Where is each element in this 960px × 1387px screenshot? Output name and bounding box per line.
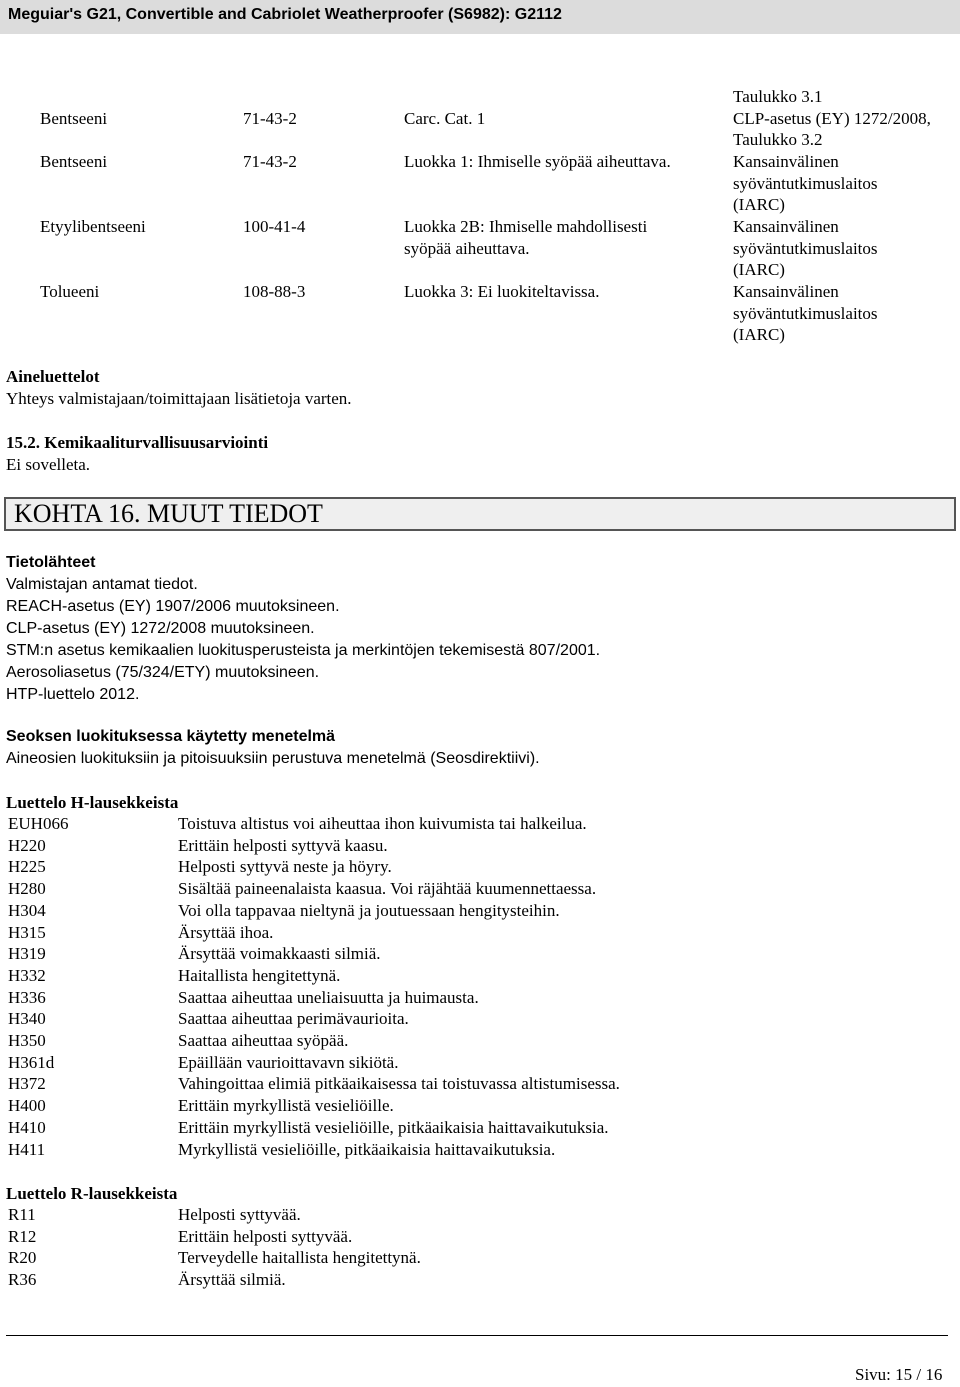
h-code: H315 [8,922,46,942]
list-item: Valmistajan antamat tiedot. [6,576,198,593]
list-item: CLP-asetus (EY) 1272/2008 muutoksineen. [6,620,315,637]
h-code: H410 [8,1117,46,1137]
r-code: R20 [8,1248,37,1268]
h-code: H332 [8,965,46,985]
section-15-2-text: Ei sovelleta. [6,455,91,474]
cas-number: 71-43-2 [243,152,297,171]
h-text: Toistuva altistus voi aiheuttaa ihon kuivumista tai halkeilua. [178,814,587,833]
h-text: Myrkyllistä vesieliöille, pitkäaikaisia haittavaikutuksia. [178,1139,556,1159]
h-code: H361d [8,1052,55,1072]
h-code: H319 [8,944,46,964]
aineluettelot-text: Yhteys valmistajaan/toimittajaan lisätietoja varten. [6,389,352,408]
tietolahteet-heading: Tietolähteet [6,554,96,571]
h-text: Helposti syttyvä neste ja höyry. [178,857,392,877]
h-code: H372 [8,1074,46,1094]
classification: Luokka 2B: Ihmiselle mahdollisesti syöpää aiheuttava. [404,217,648,258]
document-title: Meguiar's G21, Convertible and Cabriolet Weatherproofer (S6982): G2112 [8,6,562,23]
h-text: Ärsyttää voimakkaasti silmiä. [178,944,381,964]
h-code: H220 [8,835,46,855]
classification-source: Kansainvälinen syöväntutkimuslaitos (IARC) [733,152,878,214]
section-15-2-heading: 15.2. Kemikaaliturvallisuusarviointi [6,433,269,452]
document-header [0,0,960,34]
h-code: H280 [8,879,46,899]
h-code: H411 [8,1139,46,1159]
cas-number: 100-41-4 [243,217,306,236]
r-text: Helposti syttyvää. [178,1205,301,1224]
h-text: Erittäin myrkyllistä vesieliöille. [178,1096,394,1116]
substance-name: Tolueeni [40,282,100,301]
h-text: Epäillään vaurioittavavn sikiötä. [178,1052,399,1072]
h-text: Saattaa aiheuttaa perimävaurioita. [178,1009,409,1029]
h-code: H336 [8,987,46,1007]
method-text: Aineosien luokituksiin ja pitoisuuksiin perustuva menetelmä (Seosdirektiivi). [6,750,540,767]
h-code: H225 [8,857,46,877]
h-text: Erittäin myrkyllistä vesieliöille, pitkäaikaisia haittavaikutuksia. [178,1117,609,1137]
page-number: Sivu: 15 / 16 [855,1365,943,1384]
h-code: H340 [8,1009,46,1029]
r-text: Erittäin helposti syttyvää. [178,1226,353,1246]
list-item: REACH-asetus (EY) 1907/2006 muutoksineen. [6,598,340,615]
r-statements-heading: Luettelo R-lausekkeista [6,1184,178,1203]
method-heading: Seoksen luokituksessa käytetty menetelmä [6,728,336,745]
classification-source: Kansainvälinen syöväntutkimuslaitos (IARC) [733,282,878,344]
substance-name: Bentseeni [40,109,108,128]
h-code: EUH066 [8,814,69,833]
r-text: Ärsyttää silmiä. [178,1270,286,1290]
cas-number: 71-43-2 [243,109,297,128]
list-item: Aerosoliasetus (75/324/ETY) muutoksineen. [6,664,320,681]
section-16-header [4,497,956,531]
substance-name: Etyylibentseeni [40,217,146,236]
h-text: Haitallista hengitettynä. [178,965,341,985]
h-text: Saattaa aiheuttaa uneliaisuutta ja huimausta. [178,987,479,1007]
h-code: H304 [8,900,46,920]
classification: Luokka 1: Ihmiselle syöpää aiheuttava. [404,152,671,171]
classification: Luokka 3: Ei luokiteltavissa. [404,282,600,301]
h-text: Voi olla tappavaa nieltynä ja joutuessaan hengitysteihin. [178,900,560,920]
h-text: Saattaa aiheuttaa syöpää. [178,1031,349,1050]
h-statements-heading: Luettelo H-lausekkeista [6,793,179,812]
tietolahteet-list [6,574,600,706]
h-code: H350 [8,1031,46,1050]
classification: Carc. Cat. 1 [404,109,486,128]
h-text: Erittäin helposti syttyvä kaasu. [178,835,388,855]
substance-name: Bentseeni [40,152,108,171]
list-item: HTP-luettelo 2012. [6,686,140,703]
list-item: STM:n asetus kemikaalien luokitusperusteista ja merkintöjen tekemisestä 807/2001. [6,642,601,659]
r-code: R36 [8,1270,37,1290]
section-16-title: KOHTA 16. MUUT TIEDOT [14,499,323,528]
h-text: Vahingoittaa elimiä pitkäaikaisessa tai toistuvassa altistumisessa. [178,1074,620,1094]
r-code: R12 [8,1226,37,1246]
aineluettelot-heading: Aineluettelot [6,367,100,386]
r-code: R11 [8,1205,36,1224]
classification-source: Taulukko 3.1 CLP-asetus (EY) 1272/2008, Taulukko 3.2 [733,87,931,149]
cas-number: 108-88-3 [243,282,306,301]
h-code: H400 [8,1096,46,1116]
classification-source: Kansainvälinen syöväntutkimuslaitos (IARC) [733,217,878,279]
h-text: Ärsyttää ihoa. [178,922,274,942]
h-text: Sisältää paineenalaista kaasua. Voi räjähtää kuumennettaessa. [178,879,597,899]
r-text: Terveydelle haitallista hengitettynä. [178,1248,421,1268]
footer-divider [6,1335,948,1336]
